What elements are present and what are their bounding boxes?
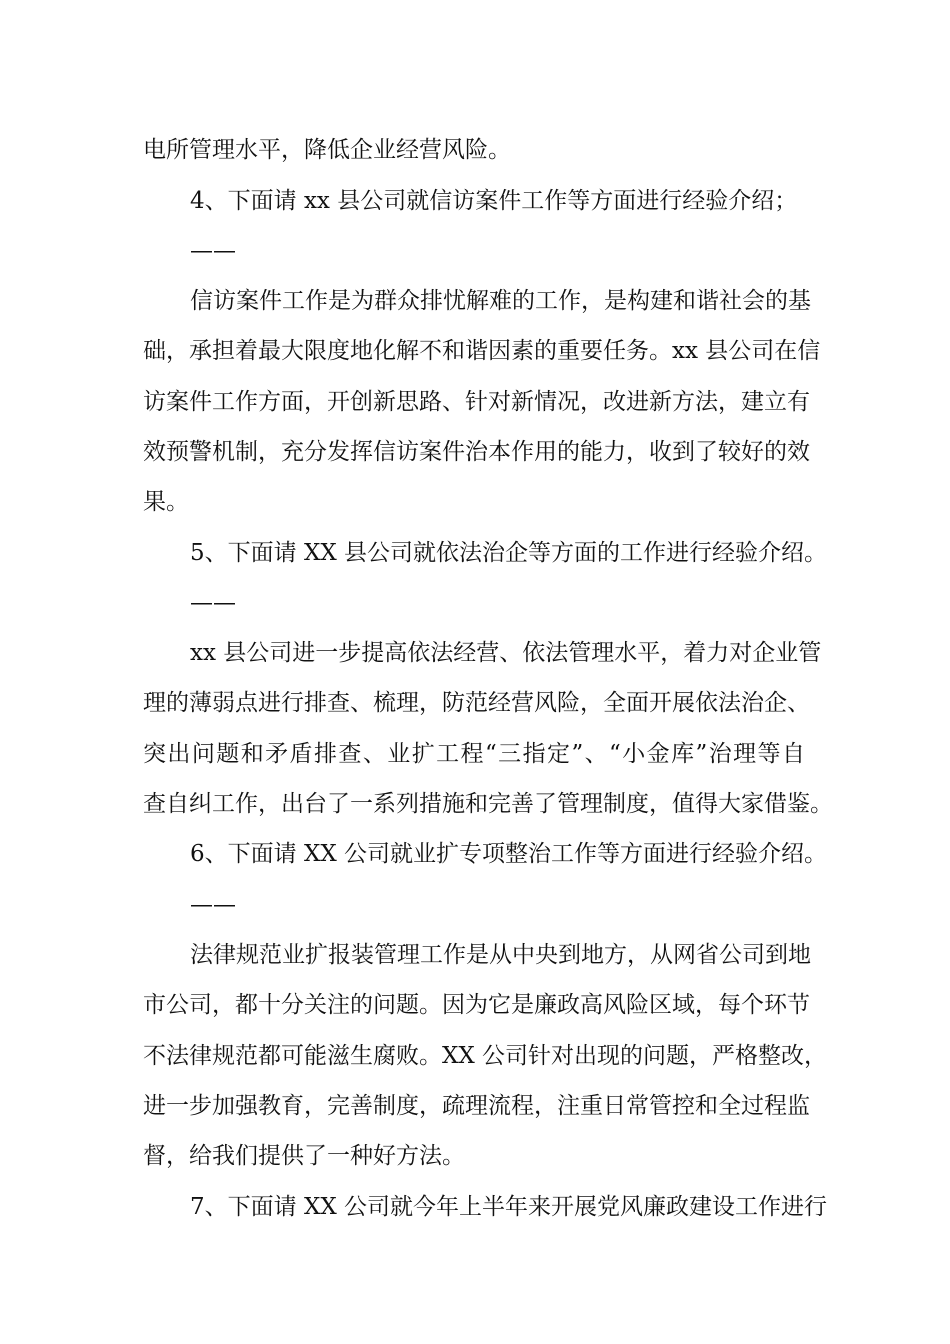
text-line: 6、下面请 XX 公司就业扩专项整治工作等方面进行经验介绍。: [190, 841, 828, 867]
text-line: 5、下面请 XX 县公司就依法治企等方面的工作进行经验介绍。: [190, 540, 828, 566]
text-line: 查自纠工作，出台了一系列措施和完善了管理制度，值得大家借鉴。: [143, 791, 833, 817]
text-line: 4、下面请 xx 县公司就信访案件工作等方面进行经验介绍；: [190, 188, 798, 214]
text-line: 础，承担着最大限度地化解不和谐因素的重要任务。xx 县公司在信: [143, 338, 821, 364]
dash-separator: ——: [190, 238, 236, 264]
text-line: 7、下面请 XX 公司就今年上半年来开展党风廉政建设工作进行: [190, 1194, 828, 1220]
text-line: 访案件工作方面，开创新思路、针对新情况，改进新方法，建立有: [143, 389, 810, 415]
text-line: 理的薄弱点进行排查、梳理，防范经营风险，全面开展依法治企、: [143, 690, 810, 716]
text-line: 督，给我们提供了一种好方法。: [143, 1143, 465, 1169]
text-line: 市公司，都十分关注的问题。因为它是廉政高风险区域，每个环节: [143, 992, 810, 1018]
text-line: 信访案件工作是为群众排忧解难的工作，是构建和谐社会的基: [190, 288, 811, 314]
dash-separator: ——: [190, 590, 236, 616]
text-line: 突出问题和矛盾排查、业扩工程“三指定”、“小金库”治理等自: [143, 741, 805, 767]
text-line: xx 县公司进一步提高依法经营、依法管理水平，着力对企业管: [190, 640, 822, 666]
text-line: 不法律规范都可能滋生腐败。XX 公司针对出现的问题，严格整改，: [143, 1043, 828, 1069]
text-line: 电所管理水平，降低企业经营风险。: [143, 137, 511, 163]
dash-separator: ——: [190, 892, 236, 918]
text-line: 果。: [143, 489, 189, 515]
text-line: 法律规范业扩报装管理工作是从中央到地方，从网省公司到地: [190, 942, 811, 968]
text-line: 进一步加强教育，完善制度，疏理流程，注重日常管控和全过程监: [143, 1093, 810, 1119]
text-line: 效预警机制，充分发挥信访案件治本作用的能力，收到了较好的效: [143, 439, 810, 465]
